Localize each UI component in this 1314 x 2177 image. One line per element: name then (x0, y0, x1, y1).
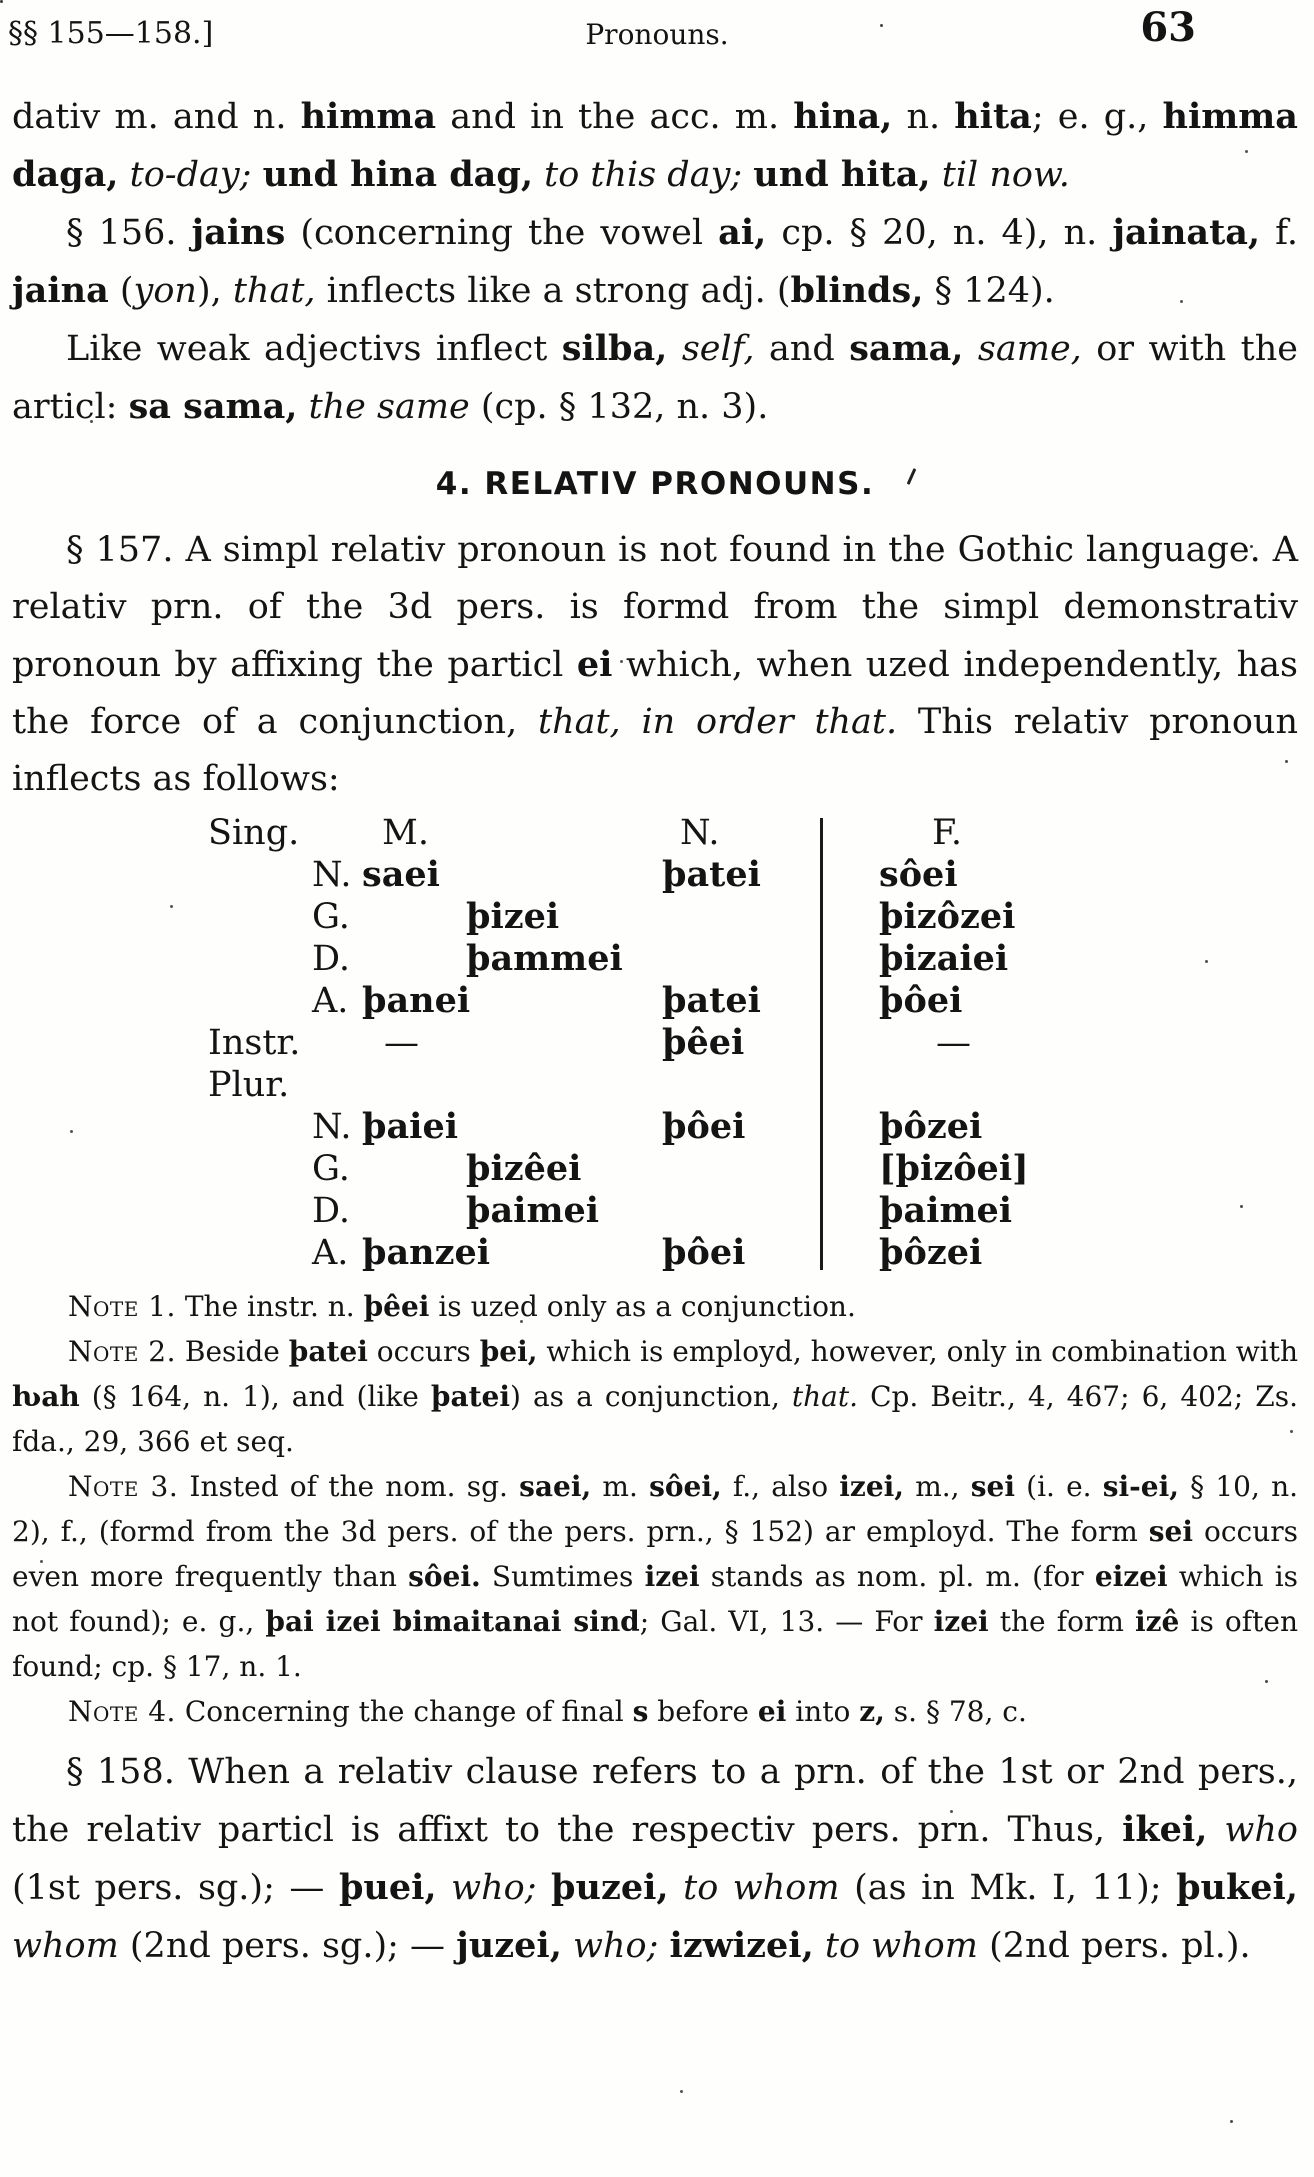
text-run: that, in order that. (538, 702, 898, 742)
form-n (662, 896, 824, 938)
table-row (208, 1148, 1298, 1190)
text-run: izei (644, 1560, 700, 1593)
text-run: ) as a conjunction, (510, 1380, 792, 1413)
text-run: þuei, (338, 1867, 437, 1908)
text-run: to whom (683, 1868, 840, 1908)
text-run: ( (108, 271, 134, 311)
paragraph-himma-hina (12, 88, 1298, 204)
form-mn-shared: þizei (466, 896, 560, 937)
section-range: §§ 155—158.] (8, 16, 214, 51)
text-run: § 156. (66, 213, 192, 253)
form-m-dash: — (384, 1023, 419, 1063)
table-row-instr (208, 1022, 1298, 1064)
text-run: ai, (718, 212, 767, 253)
text-run: Note 3. (68, 1470, 179, 1503)
text-run: himma (300, 96, 437, 137)
text-run: f., also (721, 1470, 840, 1503)
number-label (208, 980, 312, 1022)
text-run (1207, 1810, 1224, 1850)
text-run: sei (970, 1470, 1015, 1503)
form-f: þizôzei (879, 896, 1016, 937)
text-run: hita (954, 96, 1032, 137)
number-label (208, 1148, 312, 1190)
form-n (662, 1148, 824, 1190)
text-run: § 10, n. 2), f., (formd from the 3d pers. of the pers. prn., § 152) ar employd. The form (12, 1470, 1298, 1548)
page-number: 63 (1140, 4, 1196, 51)
text-run: the form (988, 1605, 1136, 1638)
text-run: und hita, (753, 154, 931, 195)
form-f: þôei (879, 980, 963, 1021)
case-label: G. (312, 897, 350, 937)
text-run: ei (576, 644, 613, 685)
form-n: þatei (662, 980, 761, 1021)
text-run: cp. § 20, n. 4), n. (766, 213, 1113, 253)
form-f: þôzei (879, 1106, 983, 1147)
note-2 (12, 1329, 1298, 1464)
text-run (251, 155, 262, 195)
text-run: (2nd pers. pl.). (977, 1926, 1251, 1966)
number-label (208, 1106, 312, 1148)
form-f (824, 1064, 1298, 1106)
case-label (312, 1022, 362, 1064)
text-run (297, 387, 308, 427)
text-run: Note 2. (68, 1335, 176, 1368)
table-row (208, 854, 1298, 896)
text-run: þatei (430, 1380, 511, 1413)
text-run (963, 329, 977, 369)
text-run: (i. e. (1014, 1470, 1103, 1503)
case-label: N. (312, 1107, 352, 1147)
text-run: who; (451, 1868, 537, 1908)
text-run: Insted of the nom. sg. (178, 1470, 520, 1503)
form-mn-shared: þammei (466, 938, 623, 979)
text-run: silba, (561, 328, 668, 369)
text-run: occurs (367, 1335, 480, 1368)
text-run: sôei. (408, 1560, 481, 1593)
page-content (0, 88, 1314, 1975)
text-run: si-ei, (1102, 1470, 1179, 1503)
note-1 (12, 1284, 1298, 1329)
text-run: ei (757, 1695, 787, 1728)
text-run: blinds, (790, 270, 924, 311)
paragraph-158-relativ-clause (12, 1744, 1298, 1975)
text-run: himma daga, (12, 96, 1298, 195)
text-run (742, 155, 753, 195)
text-run: which is employd, however, only in combination with (537, 1335, 1298, 1368)
text-run: inflects like a strong adj. ( (315, 271, 791, 311)
form-mn-shared: þaimei (466, 1190, 600, 1231)
text-run: þuzei, (551, 1867, 669, 1908)
text-run: stands as nom. pl. m. (for (699, 1560, 1095, 1593)
text-run: þai izei bimaitanai sind (265, 1605, 640, 1638)
text-run: or with the articl: (12, 329, 1298, 427)
text-run: same, (977, 329, 1082, 369)
text-run: Like weak adjectivs inflect (66, 329, 562, 369)
text-run: (2nd pers. sg.); — (118, 1926, 457, 1966)
case-label: A. (312, 1233, 349, 1273)
number-label (208, 1232, 312, 1274)
form-n: þêei (662, 1022, 745, 1063)
form-m: saei (362, 854, 440, 895)
table-row (208, 896, 1298, 938)
note-3 (12, 1464, 1298, 1689)
text-run: Note 1. (68, 1290, 176, 1323)
form-f: þaimei (879, 1190, 1013, 1231)
text-run: jaina (12, 270, 109, 311)
text-run: § 157. A simpl relativ pronoun is not found in the Gothic language. A relativ prn. of the 3d pers. is formd from the simpl demonstrativ pronoun by affixing the particl (12, 530, 1298, 685)
text-run: who; (573, 1926, 659, 1966)
text-run: und hina dag, (262, 154, 534, 195)
text-run: is uzed only as a conjunction. (429, 1290, 856, 1323)
text-run: sama, (849, 328, 964, 369)
text-run: the same (308, 387, 470, 427)
number-label-sing: Sing. (208, 813, 300, 853)
text-run: hina, (793, 96, 893, 137)
text-run: before (648, 1695, 758, 1728)
text-run: who (1224, 1810, 1298, 1850)
case-label: G. (312, 1149, 350, 1189)
text-run: sa sama, (128, 386, 298, 427)
text-run: which, when uzed independently, has the force of a conjunction, (12, 645, 1298, 742)
case-label: D. (312, 939, 350, 979)
number-label (208, 938, 312, 980)
section-heading-text: 4. RELATIV PRONOUNS. (435, 466, 875, 502)
form-f-dash: — (936, 1023, 971, 1063)
text-run: n. (892, 97, 955, 137)
paragraph-157-relativ (12, 522, 1298, 808)
form-f: sôei (879, 854, 958, 895)
form-n: þatei (662, 854, 761, 895)
text-run: that. (791, 1380, 859, 1413)
text-run: til now. (941, 155, 1070, 195)
gender-header-m: M. (382, 813, 429, 853)
number-label-instr: Instr. (208, 1023, 301, 1063)
number-label (208, 1190, 312, 1232)
form-n: þôei (662, 1232, 746, 1273)
text-run: izwizei, (669, 1925, 814, 1966)
form-f: þizaiei (879, 938, 1009, 979)
case-label (312, 1064, 362, 1106)
text-run: dativ m. and n. (12, 97, 301, 137)
text-run: (§ 164, n. 1), and (like (79, 1380, 431, 1413)
form-n (662, 938, 824, 980)
text-run: § 124). (923, 271, 1055, 311)
gender-header-n: N. (680, 813, 720, 853)
text-run: izei (933, 1605, 989, 1638)
text-run: izei, (839, 1470, 905, 1503)
table-column-rule (820, 818, 823, 1270)
text-run: þukei, (1176, 1867, 1298, 1908)
text-run: to this day; (544, 155, 743, 195)
running-head (0, 0, 1314, 72)
table-row-plur (208, 1064, 1298, 1106)
text-run: þatei (288, 1335, 368, 1368)
text-run: to whom (824, 1926, 978, 1966)
table-row (208, 1190, 1298, 1232)
text-run (119, 155, 130, 195)
ink-mark (907, 468, 917, 485)
text-run: ), (196, 271, 233, 311)
text-run: Sumtimes (480, 1560, 645, 1593)
text-run (658, 1926, 669, 1966)
table-row (208, 1232, 1298, 1274)
text-run: (cp. § 132, n. 3). (469, 387, 769, 427)
number-label-plur: Plur. (208, 1065, 290, 1105)
text-run: This relativ pronoun inflects as follows: (12, 702, 1298, 799)
text-run: Cp. Beitr., 4, 467; 6, 402; Zs. fda., 29, 366 et seq. (12, 1380, 1298, 1458)
text-run: sôei, (649, 1470, 722, 1503)
text-run: to-day; (129, 155, 252, 195)
text-run: and in the acc. m. (436, 97, 794, 137)
text-run: sei (1148, 1515, 1194, 1548)
table-row (208, 1106, 1298, 1148)
text-run: ƕah (12, 1380, 80, 1413)
text-run: jains (191, 212, 286, 253)
text-run (537, 1868, 552, 1908)
note-4 (12, 1689, 1298, 1734)
text-run: saei, (519, 1470, 592, 1503)
notes-block (12, 1284, 1298, 1734)
form-n (662, 1190, 824, 1232)
form-n (662, 1064, 824, 1106)
text-run: and (754, 329, 850, 369)
text-run (669, 1868, 684, 1908)
text-run: that, (232, 271, 316, 311)
text-run: (1st pers. sg.); — (12, 1868, 339, 1908)
form-m (362, 1064, 662, 1106)
case-label (312, 812, 362, 854)
text-run: þêei (363, 1290, 430, 1323)
text-run: s (632, 1695, 649, 1728)
text-run (533, 155, 544, 195)
text-run: Concerning the change of final (175, 1695, 633, 1728)
case-label: D. (312, 1191, 350, 1231)
table-header-row (208, 812, 1298, 854)
declension-table (208, 812, 1298, 1274)
text-run: self, (681, 329, 755, 369)
text-run: eizei (1094, 1560, 1168, 1593)
running-title: Pronouns. (585, 18, 729, 51)
table-row (208, 938, 1298, 980)
text-run: juzei, (456, 1925, 562, 1966)
text-run: þei, (479, 1335, 538, 1368)
text-run: occurs even more frequently than (12, 1515, 1298, 1593)
form-m: þaiei (362, 1106, 459, 1147)
text-run: f. (1260, 213, 1298, 253)
text-run: s. § 78, c. (884, 1695, 1027, 1728)
case-label: A. (312, 981, 349, 1021)
form-m: þanzei (362, 1232, 491, 1273)
case-label: N. (312, 855, 352, 895)
gender-header-f: F. (932, 813, 962, 853)
text-run (931, 155, 942, 195)
text-run (667, 329, 681, 369)
section-heading (12, 466, 1298, 502)
text-run: jainata, (1112, 212, 1261, 253)
form-mn-shared: þizêei (466, 1148, 582, 1189)
text-run (562, 1926, 573, 1966)
text-run: is often found; cp. § 17, n. 1. (12, 1605, 1299, 1683)
form-m: þanei (362, 980, 471, 1021)
text-run: (concerning the vowel (285, 213, 719, 253)
text-run: into (786, 1695, 860, 1728)
form-f: þôzei (879, 1232, 983, 1273)
text-run: m., (904, 1470, 971, 1503)
text-run: ikei, (1122, 1809, 1208, 1850)
text-run: which is not found); e. g., (12, 1560, 1299, 1638)
text-run: z, (859, 1695, 885, 1728)
text-run (437, 1868, 452, 1908)
text-run: ; e. g., (1031, 97, 1163, 137)
text-run: The instr. n. (175, 1290, 364, 1323)
form-f: [þizôei] (879, 1148, 1029, 1189)
text-run: izê (1135, 1605, 1180, 1638)
form-n: þôei (662, 1106, 746, 1147)
paragraph-silba-sama (12, 320, 1298, 436)
text-run: (as in Mk. I, 11); (839, 1868, 1177, 1908)
text-run: § 158. When a relativ clause refers to a prn. of the 1st or 2nd pers., the relativ particl is affixt to the respectiv pers. prn. Thus, (12, 1752, 1298, 1850)
paragraph-156-jains (12, 204, 1298, 320)
text-run: Beside (175, 1335, 289, 1368)
text-run: Note 4. (68, 1695, 176, 1728)
table-row (208, 980, 1298, 1022)
number-label (208, 896, 312, 938)
text-run: ; Gal. VI, 13. — For (639, 1605, 934, 1638)
text-run (814, 1926, 825, 1966)
text-run: m. (591, 1470, 650, 1503)
text-run: whom (12, 1926, 119, 1966)
number-label (208, 854, 312, 896)
text-run: yon (133, 271, 197, 311)
